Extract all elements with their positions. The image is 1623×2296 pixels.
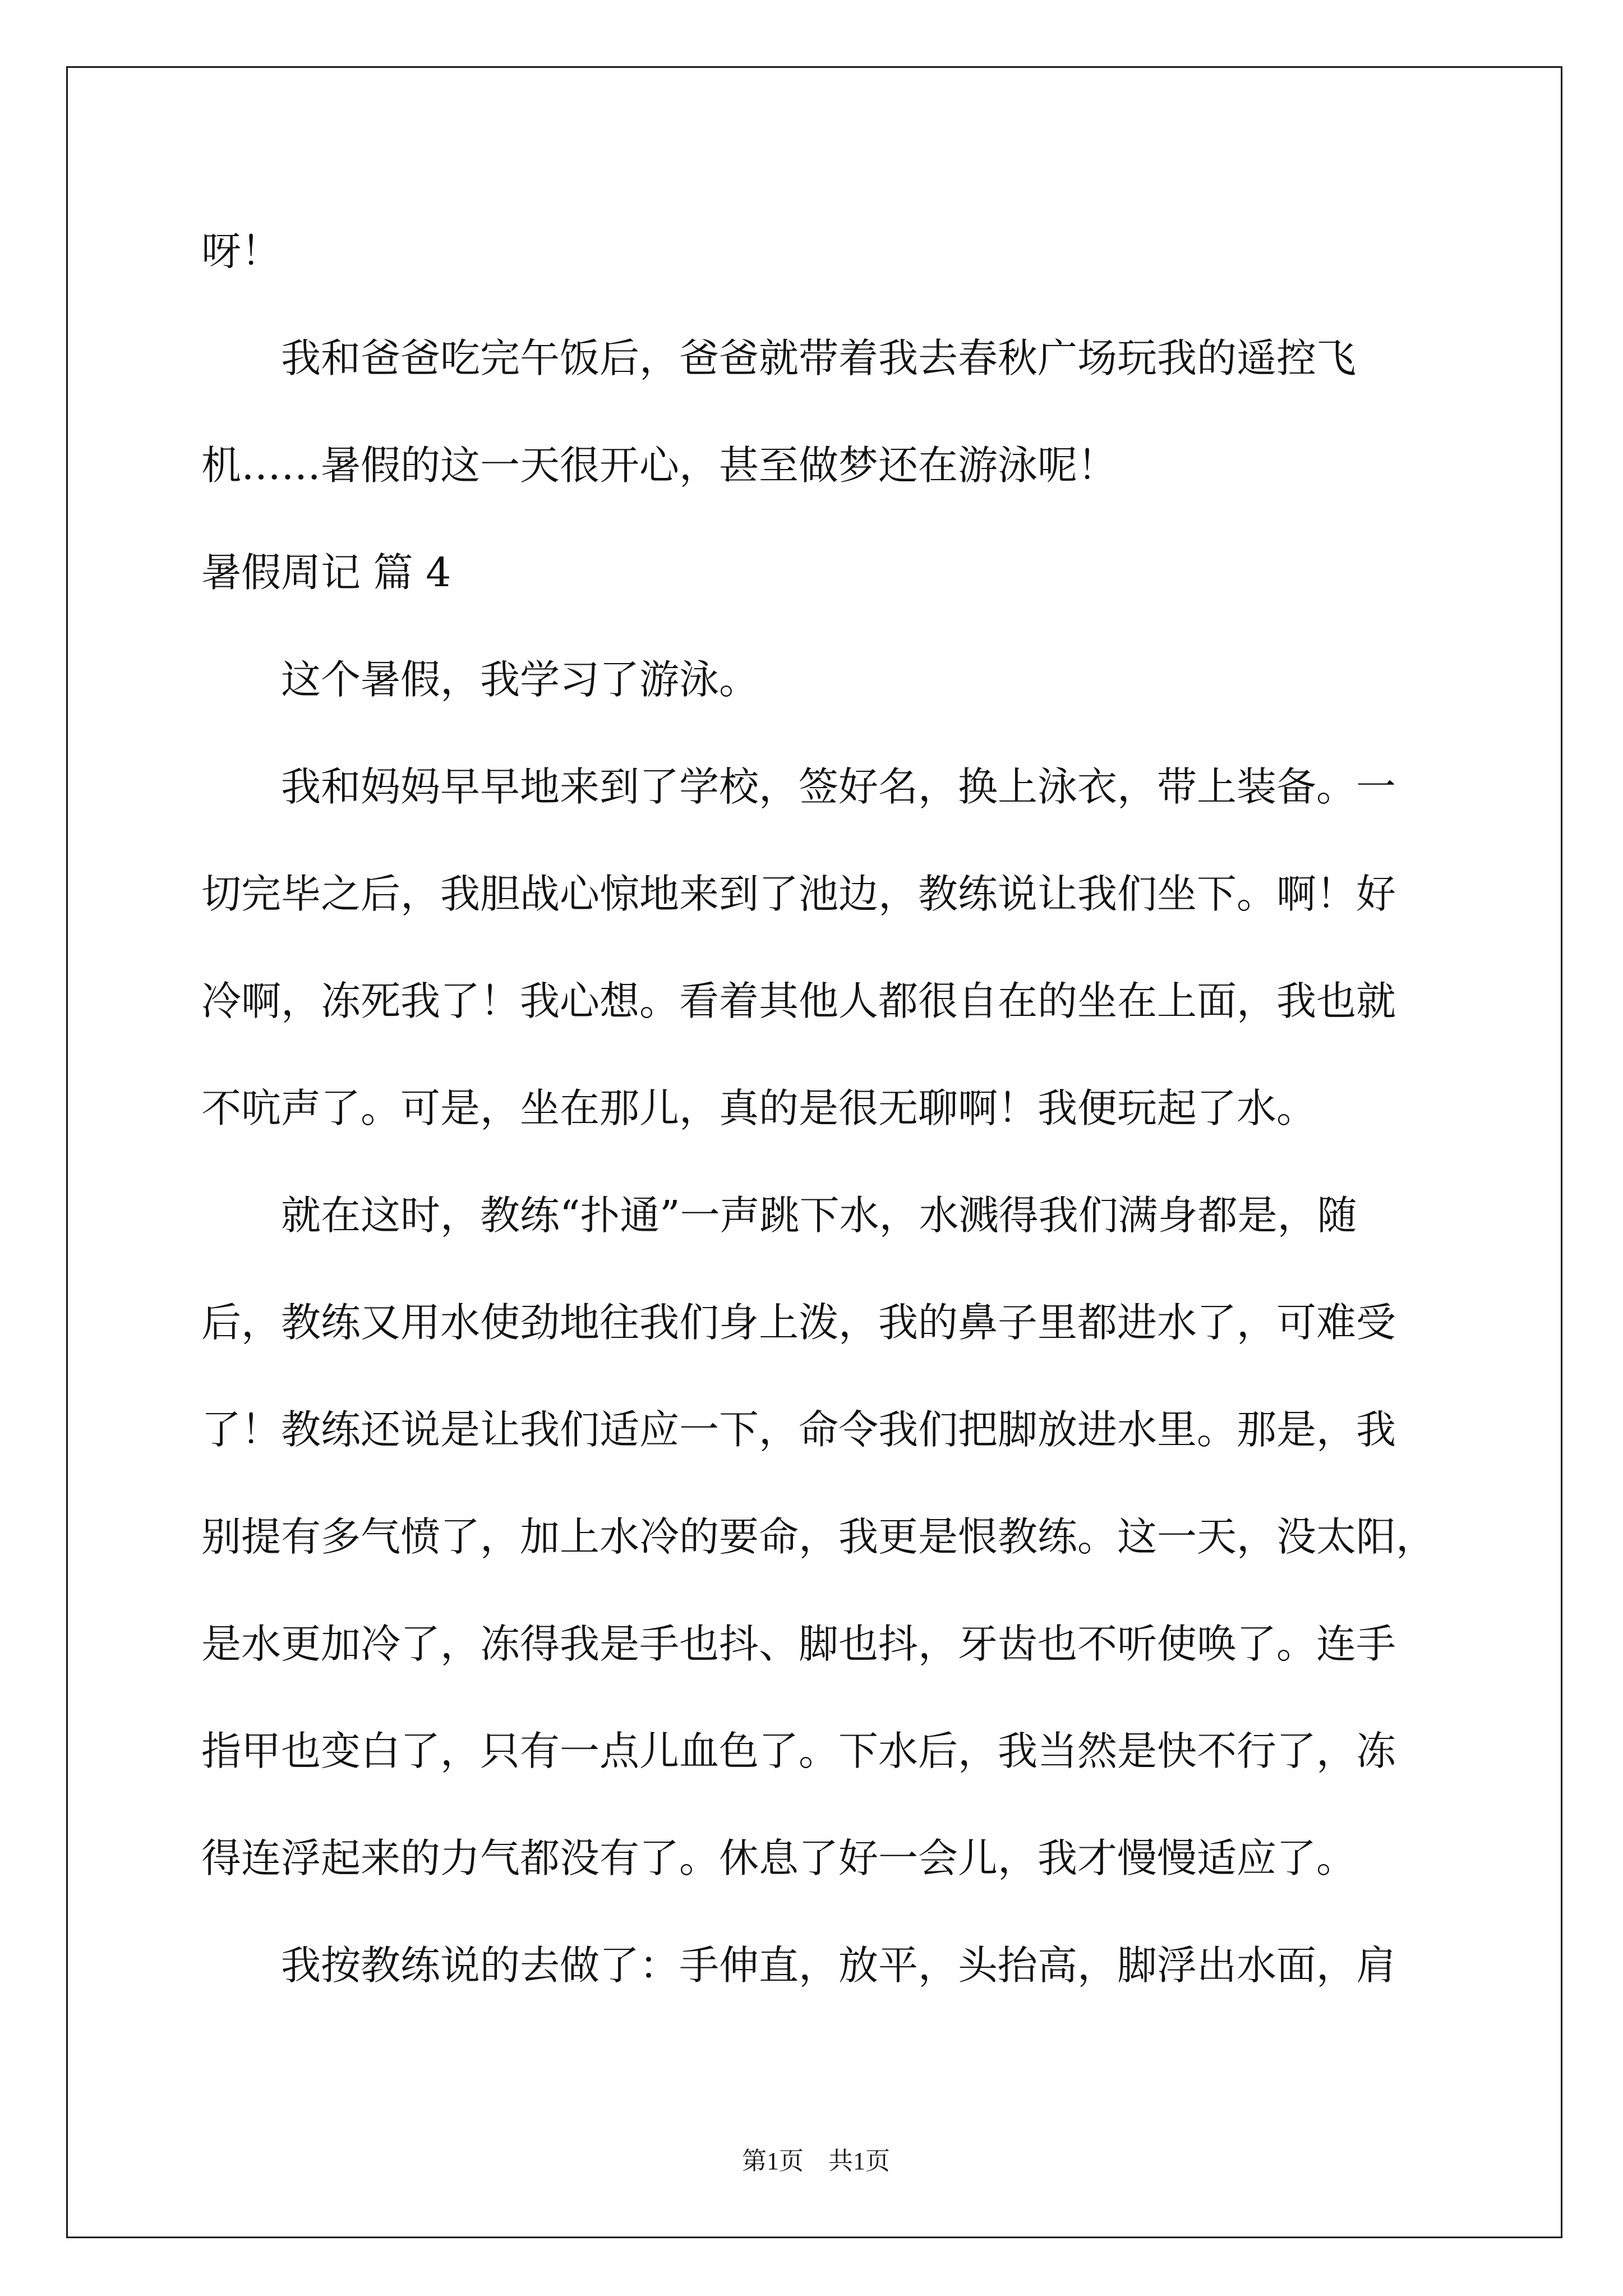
body-line: 得连浮起来的力气都没有了。休息了好一会儿，我才慢慢适应了。	[201, 1835, 1357, 1881]
body-line: 别提有多气愤了，加上水冷的要命，我更是恨教练。这一天，没太阳，	[201, 1513, 1436, 1560]
body-line: 我和妈妈早早地来到了学校，签好名，换上泳衣，带上装备。一	[281, 763, 1396, 810]
body-line: 机……暑假的这一天很开心，甚至做梦还在游泳呢！	[201, 442, 1118, 489]
body-line: 呀！	[201, 228, 282, 274]
body-line: 切完毕之后，我胆战心惊地来到了池边，教练说让我们坐下。啊！好	[201, 871, 1396, 917]
body-line: 指甲也变白了，只有一点儿血色了。下水后，我当然是快不行了，冻	[201, 1728, 1396, 1774]
body-line: 我和爸爸吃完午饭后，爸爸就带着我去春秋广场玩我的遥控飞	[281, 335, 1357, 381]
section-heading: 暑假周记 篇 4	[201, 549, 451, 596]
body-line: 不吭声了。可是，坐在那儿，真的是很无聊啊！我便玩起了水。	[201, 1085, 1317, 1131]
body-line: 就在这时，教练“扑通”一声跳下水，水溅得我们满身都是，随	[281, 1192, 1357, 1239]
body-line: 我按教练说的去做了：手伸直，放平，头抬高，脚浮出水面，肩	[281, 1942, 1396, 1989]
page-number: 第1页	[742, 2147, 804, 2175]
page-footer	[648, 2145, 984, 2178]
body-line: 是水更加冷了，冻得我是手也抖、脚也抖，牙齿也不听使唤了。连手	[201, 1621, 1396, 1667]
body-line: 了！教练还说是让我们适应一下，命令我们把脚放进水里。那是，我	[201, 1406, 1396, 1453]
document-body	[201, 197, 1525, 2019]
page-total: 共1页	[828, 2147, 890, 2175]
body-line: 冷啊，冻死我了！我心想。看着其他人都很自在的坐在上面，我也就	[201, 978, 1396, 1024]
body-line: 这个暑假，我学习了游泳。	[281, 656, 759, 703]
body-line: 后，教练又用水使劲地往我们身上泼，我的鼻子里都进水了，可难受	[201, 1299, 1396, 1346]
